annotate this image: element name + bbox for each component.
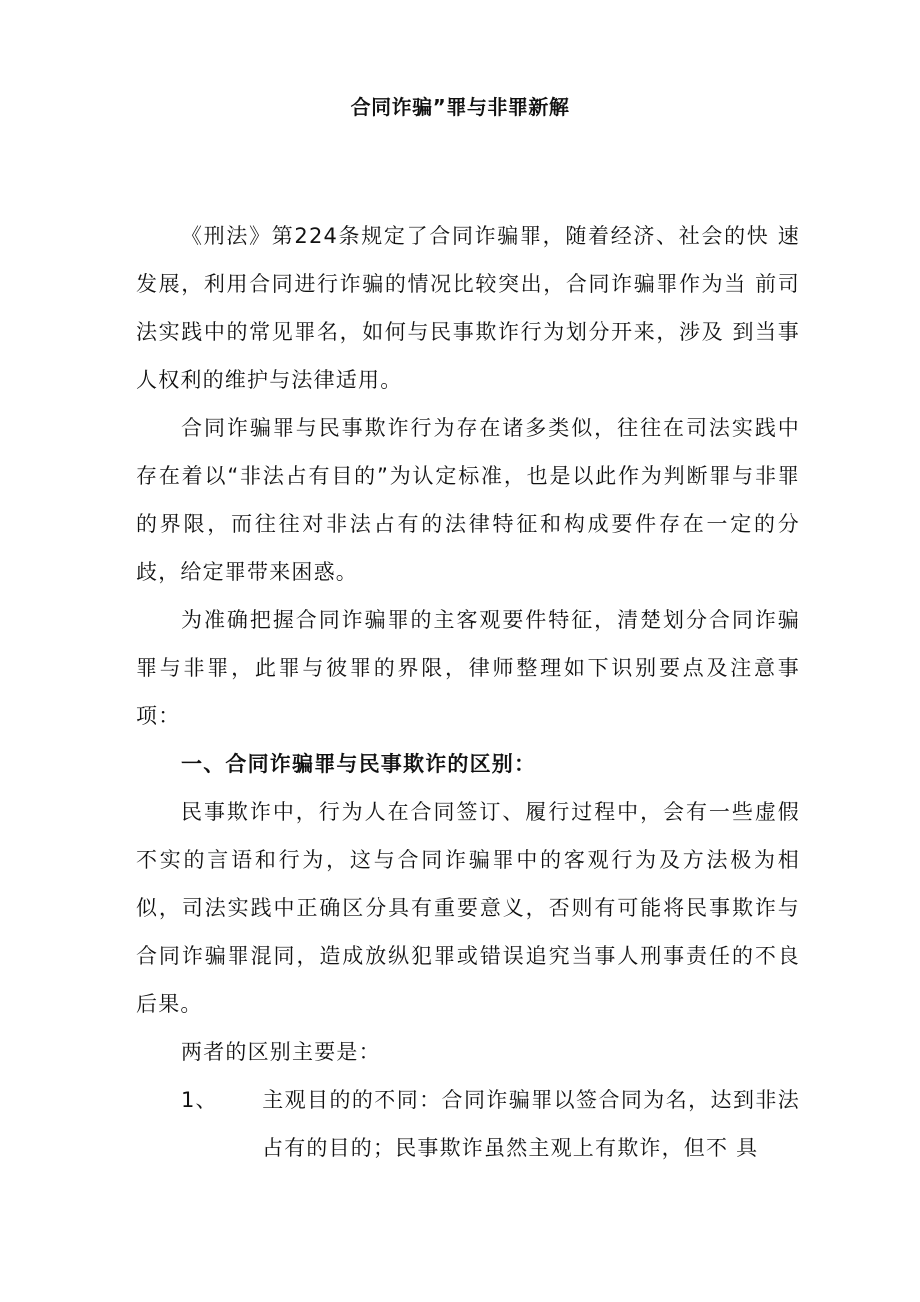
paragraph-differences-intro: 两者的区别主要是： — [181, 1040, 381, 1064]
list-number: 1、 — [181, 1088, 218, 1112]
document-title: 合同诈骗”罪与非罪新解 — [350, 95, 570, 119]
paragraph-civil-fraud: 民事欺诈中，行为人在合同签订、履行过程中，会有一些虚假不实的言语和行为，这与合同诈骗罪中的客观行为及方法极为相似，司法实践中正确区分具有重要意义，否则有可能将民事欺诈与合同诈骗罪混同，造成放纵犯罪或错误追究当事人刑事责任的不良后果。 — [136, 800, 800, 1016]
section-heading: 一、合同诈骗罪与民事欺诈的区别： — [181, 752, 537, 776]
paragraph-purpose: 为准确把握合同诈骗罪的主客观要件特征，清楚划分合同诈骗罪与非罪，此罪与彼罪的界限，律师整理如下识别要点及注意事项： — [136, 608, 800, 728]
list-item-text: 主观目的的不同：合同诈骗罪以签合同为名，达到非法占有的目的；民事欺诈虽然主观上有欺诈，但不 具 — [262, 1088, 800, 1160]
paragraph-similarity: 合同诈骗罪与民事欺诈行为存在诸多类似，往往在司法实践中存在着以“非法占有目的”为认定标准，也是以此作为判断罪与非罪的界限，而往往对非法占有的法律特征和构成要件存在一定的分歧，给定罪带来困惑。 — [136, 416, 800, 584]
paragraph-intro: 《刑法》第224条规定了合同诈骗罪，随着经济、社会的快 速发展，利用合同进行诈骗的情况比较突出，合同诈骗罪作为当 前司法实践中的常见罪名，如何与民事欺诈行为划分开来，涉及 到当事人权利的维护与法律适用。 — [136, 224, 800, 392]
document-body — [136, 212, 800, 1172]
list-item — [136, 1076, 800, 1172]
